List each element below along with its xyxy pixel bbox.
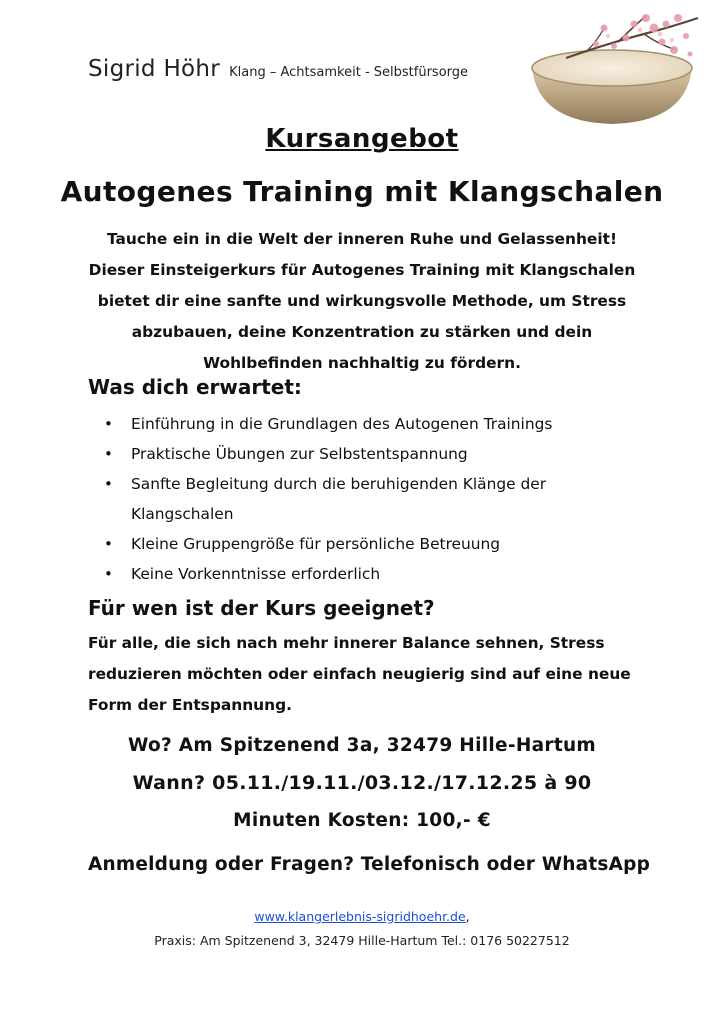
list-item	[104, 409, 644, 439]
list-item-text: Sanfte Begleitung durch die beruhigenden Klänge der Klangschalen	[131, 475, 547, 523]
footer-address: Praxis: Am Spitzenend 3, 32479 Hille-Hartum Tel.: 0176 50227512	[154, 933, 570, 948]
list-item	[104, 559, 644, 589]
course-title: Autogenes Training mit Klangschalen	[60, 175, 664, 208]
expect-heading: Was dich erwartet:	[88, 375, 302, 399]
bullet-icon: •	[104, 445, 113, 463]
intro-paragraph: Tauche ein in die Welt der inneren Ruhe und Gelassenheit! Dieser Einsteigerkurs für Autogenes Training mit Klangschalen bietet dir eine sanfte und wirkungsvolle Methode, um Stress abzubauen, deine Konzentration zu stärken und dein Wohlbefinden nachhaltig zu fördern.	[88, 230, 636, 372]
header	[88, 56, 468, 82]
bullet-icon: •	[104, 535, 113, 553]
singing-bowl-blossom-logo	[526, 14, 704, 128]
list-item-text: Praktische Übungen zur Selbstentspannung	[131, 445, 468, 463]
bullet-icon: •	[104, 415, 113, 433]
location-line: Wo? Am Spitzenend 3a, 32479 Hille-Hartum	[127, 735, 597, 756]
expect-list	[104, 409, 644, 589]
footer-website	[0, 909, 724, 924]
audience-paragraph: Für alle, die sich nach mehr innerer Balance sehnen, Stress reduzieren möchten oder einfach neugierig sind auf eine neue Form der Entspannung.	[88, 634, 631, 714]
audience-heading: Für wen ist der Kurs geeignet?	[88, 596, 435, 620]
list-item-text: Einführung in die Grundlagen des Autogenen Trainings	[131, 415, 553, 433]
bullet-icon: •	[104, 475, 113, 493]
list-item	[104, 469, 644, 529]
list-item	[104, 439, 644, 469]
author-name: Sigrid Höhr	[88, 56, 221, 82]
kicker-heading: Kursangebot	[265, 124, 459, 154]
website-suffix: ,	[465, 909, 470, 924]
bullet-icon: •	[104, 565, 113, 583]
list-item-text: Keine Vorkenntnisse erforderlich	[131, 565, 381, 583]
tagline: Klang – Achtsamkeit - Selbstfürsorge	[229, 65, 469, 80]
dates-line: Wann? 05.11./19.11./03.12./17.12.25 à 90	[132, 772, 592, 794]
cost-line: Minuten Kosten: 100,- €	[233, 810, 491, 831]
list-item-text: Kleine Gruppengröße für persönliche Betreuung	[131, 535, 501, 553]
contact-line: Anmeldung oder Fragen? Telefonisch oder WhatsApp	[88, 854, 651, 875]
list-item	[104, 529, 644, 559]
website-link[interactable]: www.klangerlebnis-sigridhoehr.de	[254, 909, 466, 924]
